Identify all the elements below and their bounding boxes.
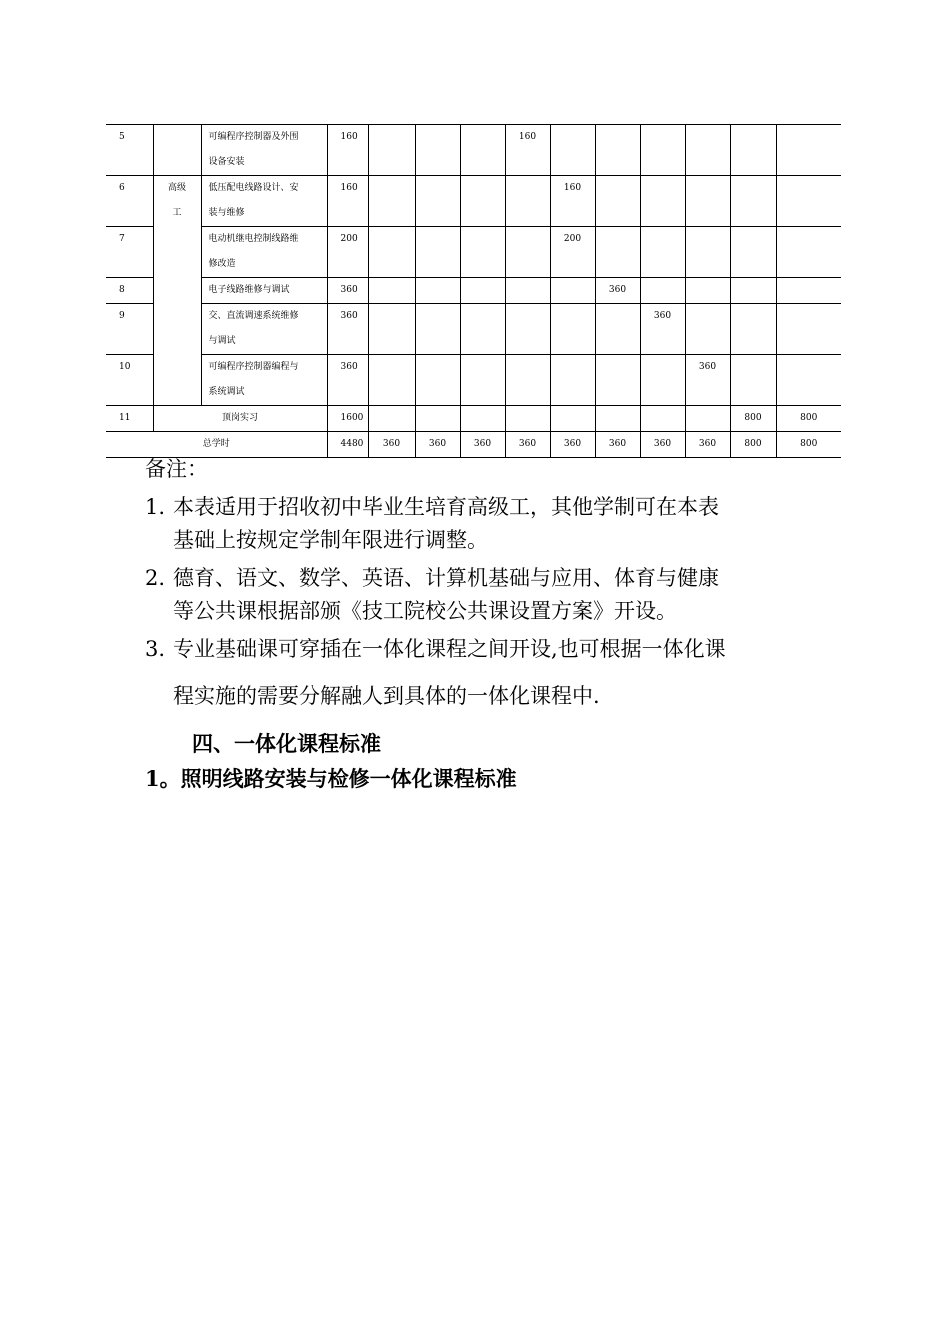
semester-hours [640,176,685,227]
semester-hours [595,304,640,355]
note-index: 2. [145,566,166,590]
course-name [201,278,327,304]
semester-hours [505,227,550,278]
section-heading: 四、一体化课程标准 [192,731,381,756]
note-index: 1. [145,495,166,519]
semester-hours: 360 [685,355,730,406]
semester-hours: 360 [415,432,460,458]
semester-hours [640,125,685,176]
course-name [201,125,327,176]
row-number: 5 [106,125,153,176]
semester-hours [595,227,640,278]
course-name-line: 装与维修 [208,208,245,218]
semester-hours: 360 [640,304,685,355]
semester-hours [595,406,640,432]
semester-hours [460,227,505,278]
semester-hours [415,176,460,227]
table-row [106,278,841,304]
row-number: 7 [106,227,153,278]
semester-hours [685,227,730,278]
course-name-line: 设备安装 [208,157,245,167]
course-name-line: 低压配电线路设计、安 [208,183,299,193]
semester-hours [415,227,460,278]
total-hours: 360 [327,304,368,355]
semester-hours [505,278,550,304]
note-line: 本表适用于招收初中毕业生培育高级工，其他学制可在本表 [173,495,719,519]
semester-hours [730,125,776,176]
semester-hours [550,278,595,304]
course-name-line: 可编程序控制器编程与 [208,362,299,372]
semester-hours [415,125,460,176]
semester-hours [460,125,505,176]
semester-hours [368,227,415,278]
course-hours-table [106,124,841,458]
note-line: 程实施的需要分解融人到具体的一体化课程中. [173,684,600,708]
note-line: 专业基础课可穿插在一体化课程之间开设,也可根据一体化课 [173,637,726,661]
semester-hours [550,406,595,432]
table-row [106,227,841,278]
semester-hours [640,227,685,278]
note-line: 等公共课根据部颁《技工院校公共课设置方案》开设。 [173,599,677,623]
semester-hours [415,355,460,406]
semester-hours: 800 [776,432,841,458]
semester-hours [415,406,460,432]
internship-label: 顶岗实习 [153,406,327,432]
semester-hours [685,406,730,432]
semester-hours [640,406,685,432]
semester-hours [368,278,415,304]
sub-heading: 1。照明线路安装与检修一体化课程标准 [145,766,517,791]
semester-hours [415,304,460,355]
course-name [201,304,327,355]
semester-hours [460,355,505,406]
course-name [201,176,327,227]
level-cell [153,176,201,406]
row-number: 8 [106,278,153,304]
semester-hours [685,278,730,304]
course-name-line: 电动机继电控制线路维 [208,234,299,244]
semester-hours [550,125,595,176]
table-row [106,304,841,355]
course-name-line: 与调试 [208,336,236,346]
semester-hours [776,227,841,278]
course-name-line: 系统调试 [208,387,245,397]
semester-hours: 360 [368,432,415,458]
semester-hours [415,278,460,304]
semester-hours [368,355,415,406]
notes-title: 备注： [145,457,208,481]
total-hours: 160 [327,125,368,176]
semester-hours: 800 [730,406,776,432]
semester-hours [505,304,550,355]
semester-hours: 360 [460,432,505,458]
semester-hours [685,304,730,355]
semester-hours [776,125,841,176]
semester-hours: 200 [550,227,595,278]
semester-hours [685,176,730,227]
row-number: 6 [106,176,153,227]
semester-hours: 160 [550,176,595,227]
semester-hours: 360 [640,432,685,458]
total-hours: 200 [327,227,368,278]
level-label: 高级 [167,183,186,193]
semester-hours [730,304,776,355]
total-hours: 360 [327,278,368,304]
semester-hours [460,406,505,432]
total-hours: 160 [327,176,368,227]
note-line: 基础上按规定学制年限进行调整。 [173,528,488,552]
semester-hours [368,304,415,355]
semester-hours: 360 [685,432,730,458]
row-number: 9 [106,304,153,355]
level-label: 工 [172,208,182,218]
summary-label: 总学时 [106,432,327,458]
table-row [106,125,841,176]
semester-hours [595,355,640,406]
course-name-line: 可编程序控制器及外围 [208,132,299,142]
total-hours: 360 [327,355,368,406]
note-text [173,562,825,628]
semester-hours [640,278,685,304]
semester-hours [776,176,841,227]
note-item-3 [145,633,825,713]
total-hours: 4480 [327,432,368,458]
note-item-1 [145,491,825,557]
note-item-2 [145,562,825,628]
semester-hours [595,176,640,227]
course-name-line: 修改造 [208,259,236,269]
semester-hours [505,406,550,432]
semester-hours [776,355,841,406]
semester-hours: 360 [550,432,595,458]
table-row [106,176,841,227]
semester-hours [730,355,776,406]
semester-hours [460,176,505,227]
semester-hours [685,125,730,176]
semester-hours: 360 [595,432,640,458]
course-name-line: 电子线路维修与调试 [208,285,290,295]
semester-hours [368,125,415,176]
semester-hours: 160 [505,125,550,176]
semester-hours: 360 [505,432,550,458]
semester-hours [505,176,550,227]
course-name [201,355,327,406]
semester-hours [550,304,595,355]
course-name-line: 交、直流调速系统维修 [208,311,299,321]
table-row-internship [106,406,841,432]
level-cell-empty [153,125,201,176]
semester-hours [505,355,550,406]
semester-hours [730,176,776,227]
note-line: 德育、语文、数学、英语、计算机基础与应用、体育与健康 [173,566,719,590]
semester-hours [776,304,841,355]
semester-hours [730,227,776,278]
semester-hours [368,406,415,432]
semester-hours [460,304,505,355]
note-text [173,491,825,557]
semester-hours: 800 [730,432,776,458]
semester-hours [640,355,685,406]
semester-hours [595,125,640,176]
semester-hours: 360 [595,278,640,304]
note-text [173,633,825,713]
semester-hours [776,278,841,304]
semester-hours: 800 [776,406,841,432]
semester-hours [460,278,505,304]
course-name [201,227,327,278]
table-row [106,355,841,406]
note-index: 3. [145,637,166,661]
semester-hours [368,176,415,227]
row-number: 11 [106,406,153,432]
total-hours: 1600 [327,406,368,432]
semester-hours [550,355,595,406]
row-number: 10 [106,355,153,406]
semester-hours [730,278,776,304]
notes-block [145,453,825,713]
